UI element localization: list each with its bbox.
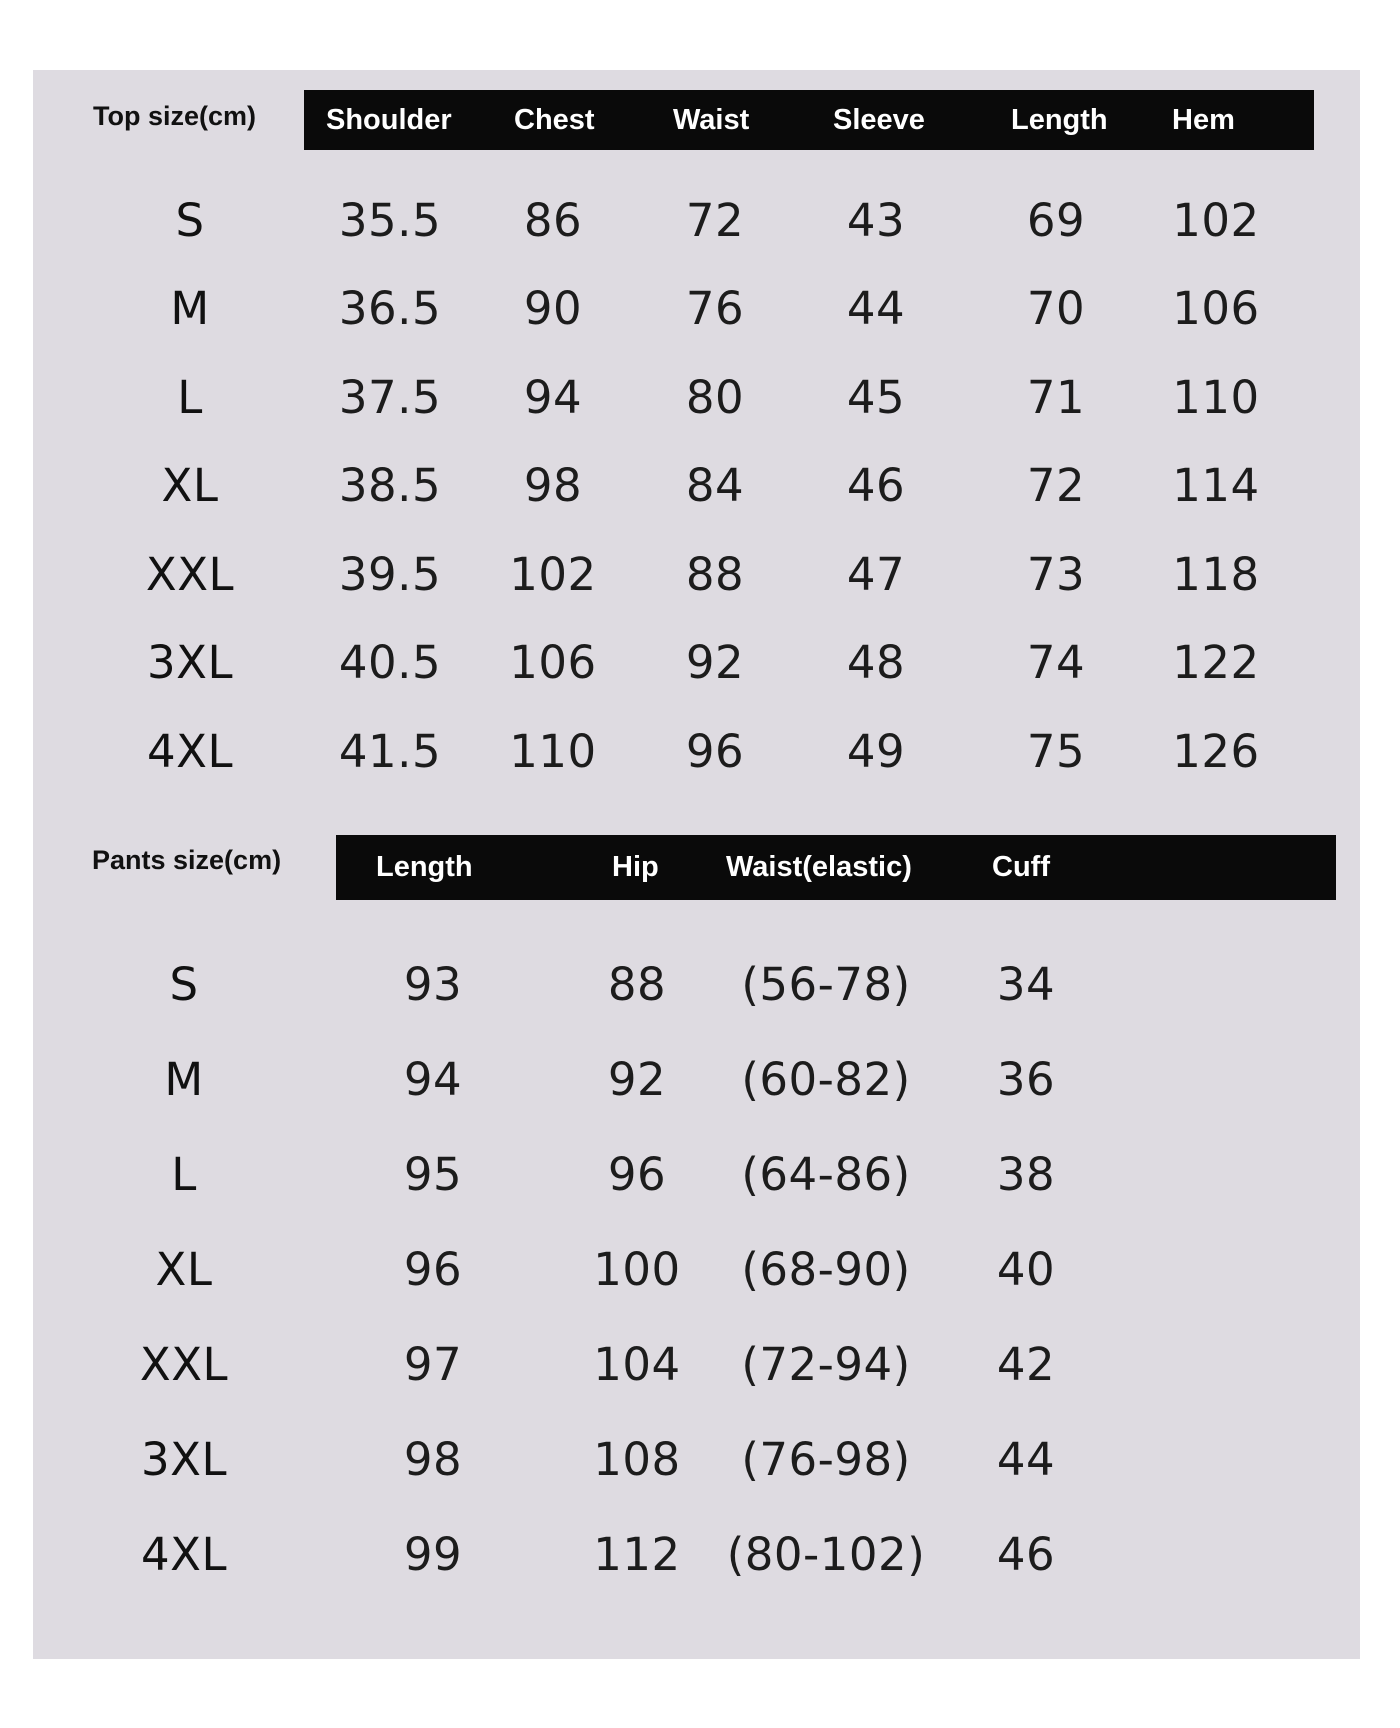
top-table-cell: 110: [509, 724, 597, 778]
pants-table-cell: 38: [996, 1147, 1056, 1201]
top-table-row: [0, 534, 1400, 614]
pants-table-cell: (56-78): [741, 957, 911, 1011]
top-table-cell: 35.5: [338, 193, 442, 247]
pants-table-row: [0, 1134, 1400, 1214]
top-table-cell: 122: [1172, 636, 1260, 689]
pants-table-cell: (68-90): [741, 1242, 911, 1296]
pants-table-cell: 42: [996, 1337, 1056, 1391]
top-table-cell: 49: [846, 724, 906, 778]
top-table-cell: 80: [685, 370, 745, 424]
pants-table-cell: 92: [607, 1052, 667, 1106]
pants-table-cell: 112: [593, 1527, 681, 1581]
top-table-cell: 69: [1026, 193, 1086, 247]
pants-table-cell: 34: [996, 957, 1056, 1011]
top-table-row: [0, 269, 1400, 349]
top-table-cell: 102: [1172, 193, 1260, 247]
pants-size-title: Pants size(cm): [92, 845, 282, 875]
top-table-cell: 72: [685, 193, 745, 247]
top-table-cell: 74: [1026, 636, 1086, 689]
top-table-cell: 96: [685, 724, 745, 778]
pants-table-cell: 104: [593, 1337, 681, 1391]
pants-table-row: [0, 1229, 1400, 1309]
top-size-title: Top size(cm): [93, 101, 257, 131]
size-label: XL: [155, 1242, 213, 1296]
pants-table-cell: 98: [403, 1432, 463, 1486]
top-table-cell: 70: [1026, 282, 1086, 335]
size-label: XXL: [145, 547, 235, 601]
pants-table-cell: 95: [403, 1147, 463, 1201]
top-table-cell: 110: [1172, 370, 1260, 424]
pants-table-row: [0, 1514, 1400, 1594]
pants-table-cell: 100: [593, 1242, 681, 1296]
top-table-cell: 76: [685, 282, 745, 335]
top-table-cell: 39.5: [338, 547, 442, 601]
pants-table-cell: 93: [403, 957, 463, 1011]
pants-table-cell: 40: [996, 1242, 1056, 1296]
pants-table-row: [0, 944, 1400, 1024]
pants-table-cell: 44: [996, 1432, 1056, 1486]
top-table-cell: 126: [1172, 724, 1260, 778]
size-label: 3XL: [146, 636, 234, 689]
top-table-cell: 72: [1026, 459, 1086, 512]
top-table-cell: 37.5: [338, 370, 442, 424]
top-table-cell: 41.5: [338, 724, 442, 778]
top-table-cell: 88: [685, 547, 745, 601]
top-table-cell: 36.5: [338, 282, 442, 335]
top-table-cell: 71: [1026, 370, 1086, 424]
top-table-cell: 114: [1172, 459, 1260, 512]
top-table-cell: 92: [685, 636, 745, 689]
top-table-cell: 44: [846, 282, 906, 335]
pants-header-bar: [336, 835, 1336, 900]
size-label: XL: [161, 459, 219, 512]
top-header-bar: [304, 90, 1314, 150]
pants-table-row: [0, 1324, 1400, 1404]
top-table-cell: 118: [1172, 547, 1260, 601]
pants-table-cell: 108: [593, 1432, 681, 1486]
top-table-cell: 86: [523, 193, 583, 247]
size-label: 3XL: [140, 1432, 228, 1486]
pants-header-cuff: Cuff: [992, 851, 1050, 883]
top-table-row: [0, 711, 1400, 791]
pants-table-cell: (72-94): [741, 1337, 911, 1391]
size-label: L: [177, 370, 203, 424]
pants-table-cell: 88: [607, 957, 667, 1011]
size-label: S: [169, 957, 199, 1011]
top-table-cell: 45: [846, 370, 906, 424]
pants-header-waist: Waist(elastic): [726, 851, 912, 883]
top-header-length: Length: [1011, 103, 1108, 136]
top-table-cell: 48: [846, 636, 906, 689]
top-header-sleeve: Sleeve: [833, 103, 925, 136]
top-table-cell: 102: [509, 547, 597, 601]
pants-table-cell: 46: [996, 1527, 1056, 1581]
pants-table-cell: 36: [996, 1052, 1056, 1106]
pants-table-cell: (60-82): [741, 1052, 911, 1106]
top-table-cell: 106: [509, 636, 597, 689]
top-table-cell: 47: [846, 547, 906, 601]
top-table-cell: 106: [1172, 282, 1260, 335]
top-table-cell: 46: [846, 459, 906, 512]
size-label: M: [170, 282, 210, 335]
size-label: 4XL: [140, 1527, 228, 1581]
pants-table-cell: 97: [403, 1337, 463, 1391]
pants-table-cell: (64-86): [741, 1147, 911, 1201]
top-table-cell: 40.5: [338, 636, 442, 689]
top-header-waist: Waist: [673, 103, 750, 136]
top-table-cell: 84: [685, 459, 745, 512]
top-header-shoulder: Shoulder: [326, 103, 452, 136]
pants-table-cell: 99: [403, 1527, 463, 1581]
top-header-chest: Chest: [514, 103, 595, 136]
top-table-cell: 94: [523, 370, 583, 424]
size-label: M: [164, 1052, 204, 1106]
top-table-row: [0, 357, 1400, 437]
pants-table-row: [0, 1419, 1400, 1499]
pants-table-cell: 96: [607, 1147, 667, 1201]
top-table-row: [0, 446, 1400, 526]
pants-table-row: [0, 1039, 1400, 1119]
top-table-cell: 73: [1026, 547, 1086, 601]
pants-table-cell: (80-102): [726, 1527, 926, 1581]
size-label: L: [171, 1147, 197, 1201]
top-table-cell: 38.5: [338, 459, 442, 512]
top-table-row: [0, 623, 1400, 703]
pants-table-cell: 96: [403, 1242, 463, 1296]
size-label: 4XL: [146, 724, 234, 778]
top-table-cell: 98: [523, 459, 583, 512]
size-label: S: [175, 193, 205, 247]
pants-table-cell: 94: [403, 1052, 463, 1106]
pants-header-length: Length: [376, 851, 473, 883]
top-header-hem: Hem: [1172, 103, 1235, 136]
pants-table-cell: (76-98): [741, 1432, 911, 1486]
top-table-row: [0, 180, 1400, 260]
top-table-cell: 75: [1026, 724, 1086, 778]
pants-header-hip: Hip: [612, 851, 659, 883]
top-table-cell: 90: [523, 282, 583, 335]
top-table-cell: 43: [846, 193, 906, 247]
size-label: XXL: [139, 1337, 229, 1391]
